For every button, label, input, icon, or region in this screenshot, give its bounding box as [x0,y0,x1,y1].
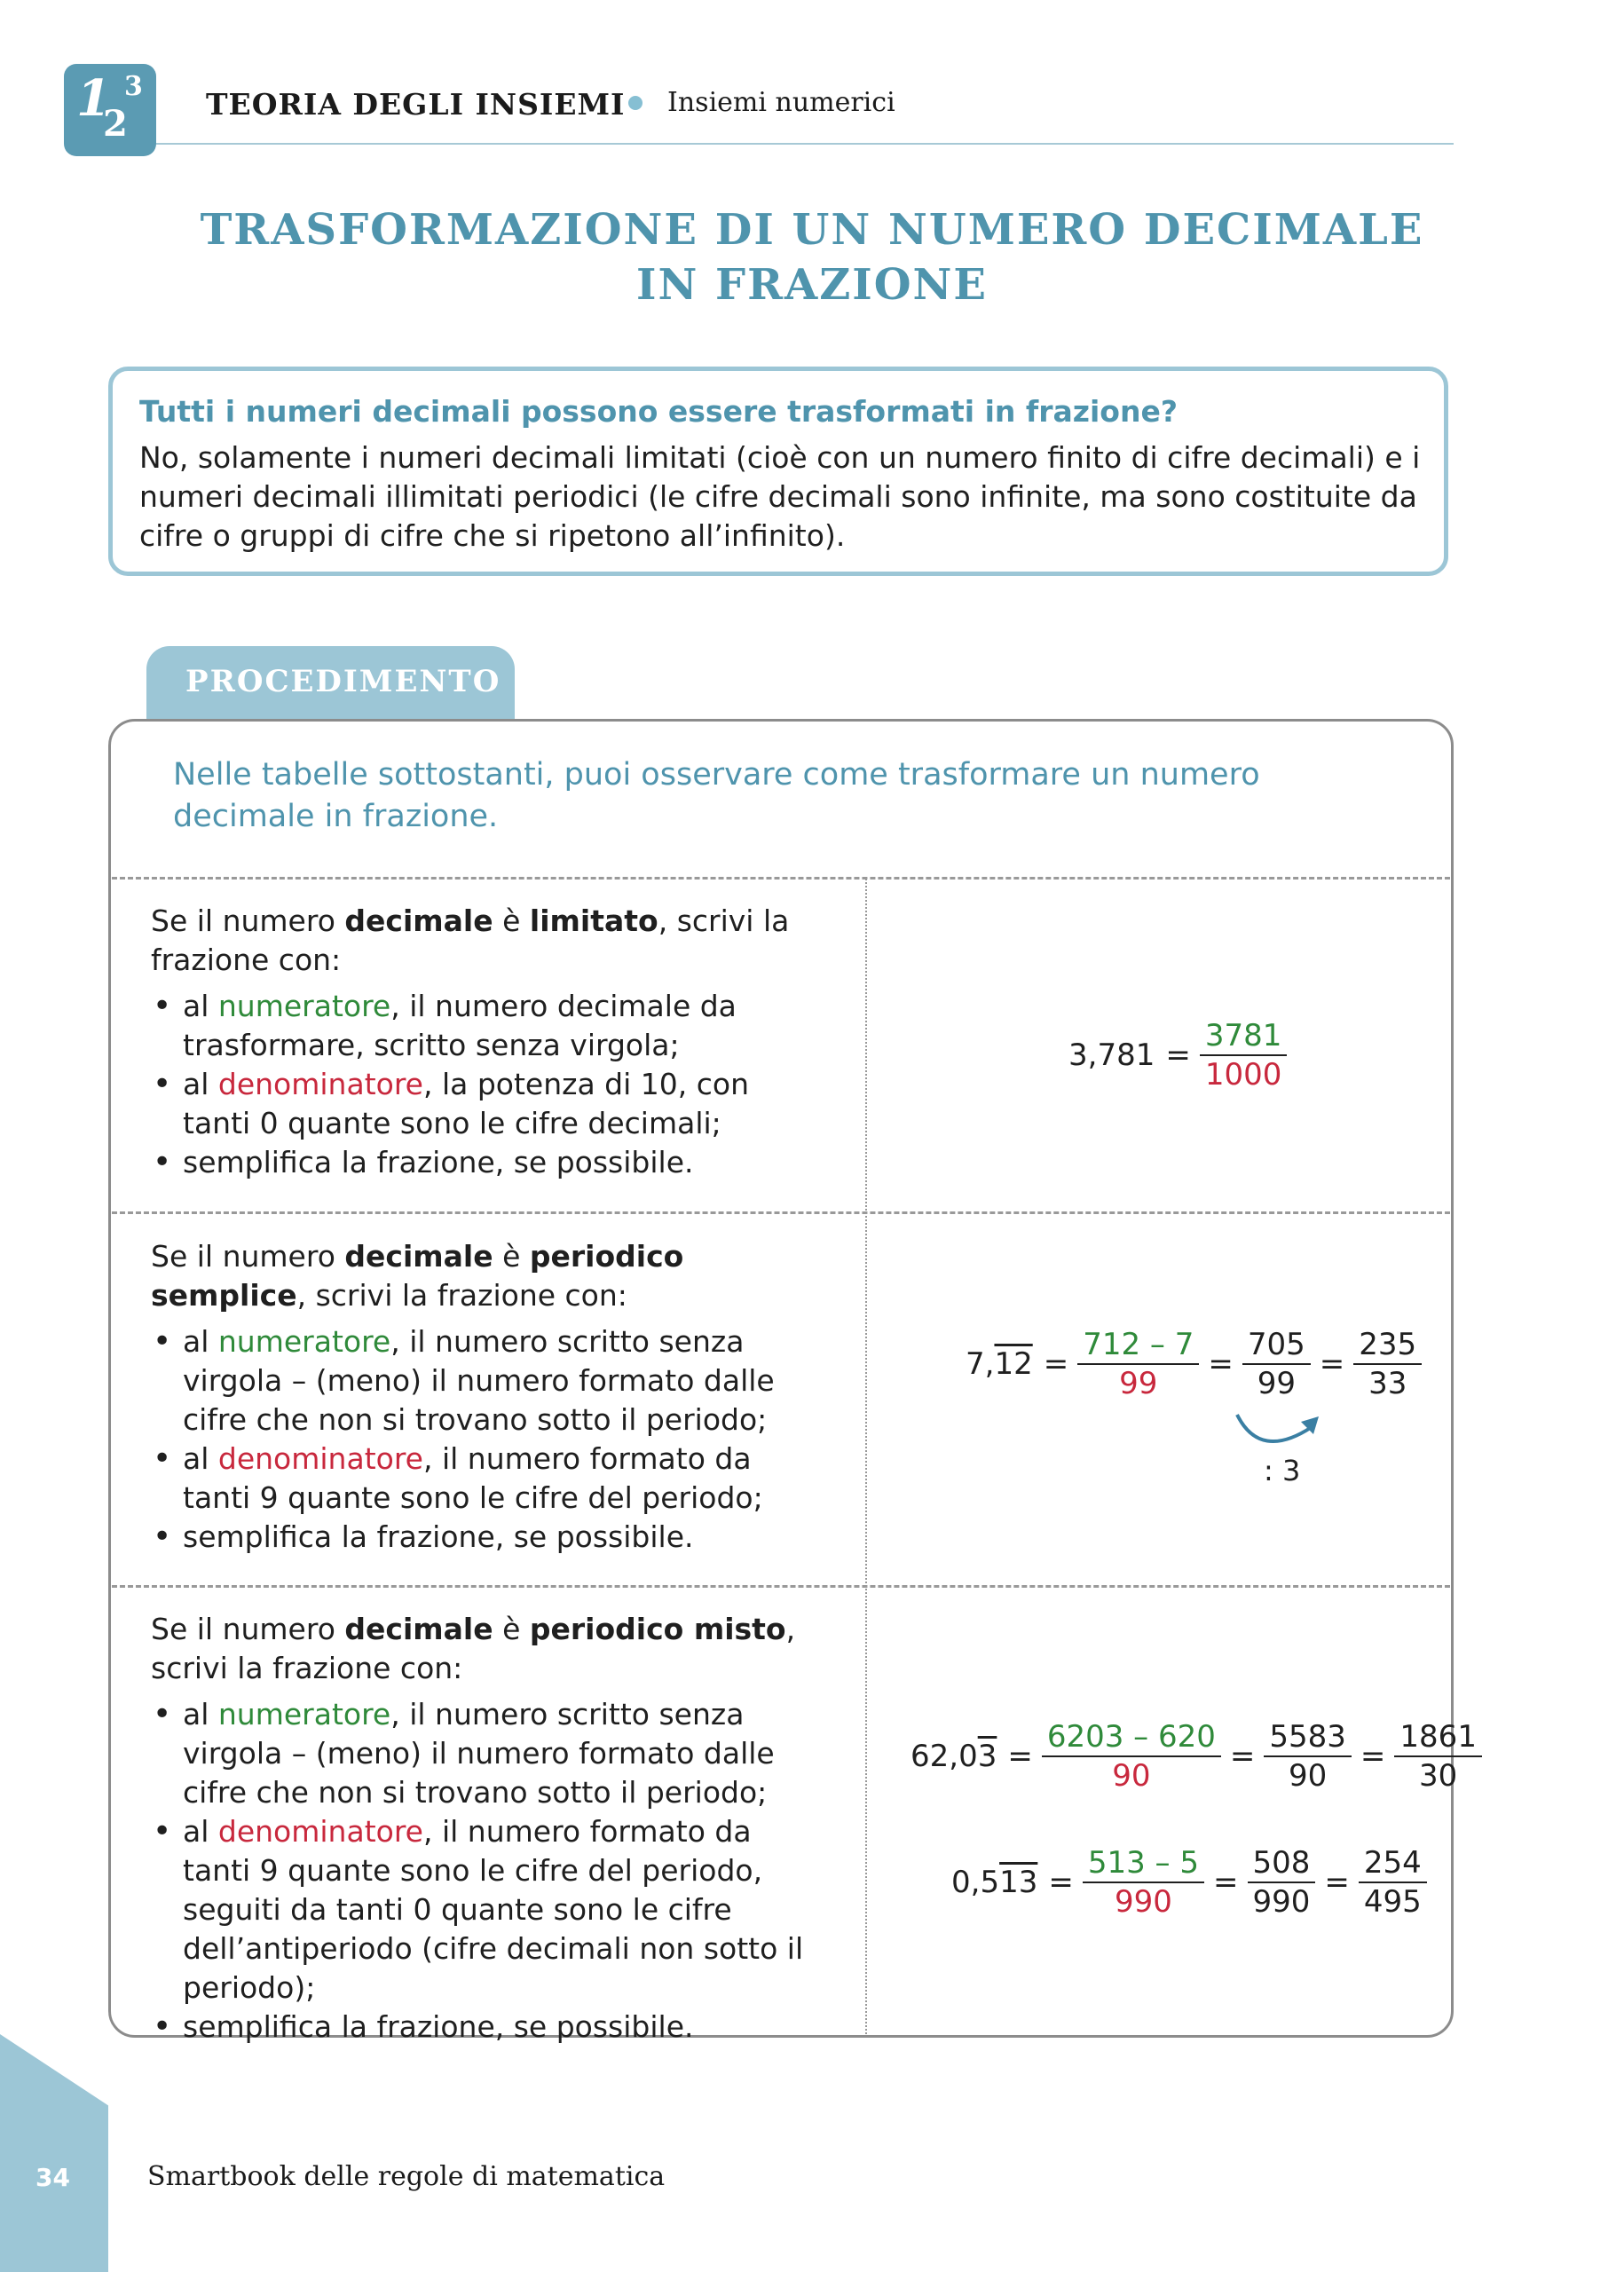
procedure-tab [146,646,515,722]
list-item: • al numeratore, il numero scritto senza virgola – (meno) il numero formato dalle cifre che non si trovano sotto il periodo; [151,1322,825,1440]
logo-digit-3: 3 [124,71,143,102]
row-divider [112,1211,1450,1214]
logo-digit-1: 1 [76,69,111,128]
rule-lead: Se il numero decimale è periodico semplice, scrivi la frazione con: [151,1239,684,1313]
list-item: • al denominatore, il numero formato da tanti 9 quante sono le cifre del periodo; [151,1440,825,1518]
row-divider [112,877,1450,880]
page-title-line-2: IN FRAZIONE [635,260,988,310]
chapter-logo [64,64,156,156]
page-title [0,202,1624,312]
section-title: TEORIA DEGLI INSIEMI [206,87,626,122]
rule-periodic-simple [151,1237,825,1557]
header-bullet-icon [628,96,643,110]
list-item: • al denominatore, il numero formato da tanti 9 quante sono le cifre del periodo, seguiti da tanti 0 quante sono le cifre dell’antiperiodo (cifre decimali non sotto il periodo); [151,1812,825,2008]
fraction: $\frac{3781}{1000}$ [1196,1019,1291,1092]
list-item: • al numeratore, il numero scritto senza virgola – (meno) il numero formato dalle cifre che non si trovano sotto il periodo; [151,1695,825,1812]
question-text: Tutti i numeri decimali possono essere trasformati in frazione? [139,394,1178,429]
footer-corner-decoration [0,2034,108,2272]
example-periodic-simple: 7,12 = $\frac{712 - 7}{99}$ = $\frac{705}{99}$ = $\frac{235}{33}$ [960,1328,1425,1400]
rule-periodic-mixed [151,1610,825,2047]
rule-lead: Se il numero decimale è periodico misto, scrivi la frazione con: [151,1612,796,1685]
rule-limited [151,902,825,1182]
fraction: $\frac{705}{99}$ [1239,1328,1314,1400]
answer-text: No, solamente i numeri decimali limitati (cioè con un numero finito di cifre decimali) e i numeri decimali illimitati periodici (le cifre decimali sono infinite, ma sono costituite da cifre o gruppi di cifre che si ripetono all’infinito). [139,440,1421,553]
list-item: • al numeratore, il numero decimale da trasformare, scritto senza virgola; [151,987,825,1065]
page-title-line-1: TRASFORMAZIONE DI UN NUMERO DECIMALE [200,205,1424,255]
question-box [108,367,1448,576]
page-number: 34 [35,2163,70,2192]
column-divider [865,879,867,2034]
example-limited: 3,781 = $\frac{3781}{1000}$ [1063,1019,1290,1092]
fraction: $\frac{235}{33}$ [1350,1328,1425,1400]
fraction: $\frac{5583}{90}$ [1260,1720,1355,1793]
procedure-tab-label: PROCEDIMENTO [185,664,501,699]
list-item: • semplifica la frazione, se possibile. [151,1143,825,1182]
example-periodic-mixed-1: 62,03 = $\frac{6203 - 620}{90}$ = $\frac{5583}{90}$ = $\frac{1861}{30}$ [905,1720,1486,1793]
list-item: • al denominatore, la potenza di 10, con tanti 0 quante sono le cifre decimali; [151,1065,825,1143]
simplify-note: : 3 [1264,1454,1301,1487]
simplify-arrow-icon [1225,1408,1331,1461]
list-item: • semplifica la frazione, se possibile. [151,2008,825,2047]
list-item: • semplifica la frazione, se possibile. [151,1518,825,1557]
subsection-title: Insiemi numerici [667,87,895,118]
fraction: $\frac{6203 - 620}{90}$ [1038,1720,1225,1793]
book-title: Smartbook delle regole di matematica [147,2161,666,2192]
example-periodic-mixed-2: 0,513 = $\frac{513 - 5}{990}$ = $\frac{508}{990}$ = $\frac{254}{495}$ [946,1846,1431,1919]
fraction: $\frac{1861}{30}$ [1391,1720,1486,1793]
fraction: $\frac{513 - 5}{990}$ [1079,1846,1208,1919]
fraction: $\frac{712 - 7}{99}$ [1074,1328,1202,1400]
fraction: $\frac{254}{495}$ [1355,1846,1431,1919]
rule-lead: Se il numero decimale è limitato, scrivi la frazione con: [151,903,790,977]
procedure-intro: Nelle tabelle sottostanti, puoi osservare come trasformare un numero decimale in frazione. [173,757,1260,834]
logo-digit-2: 2 [103,103,128,145]
fraction: $\frac{508}{990}$ [1244,1846,1320,1919]
row-divider [112,1585,1450,1588]
header-divider [156,143,1454,145]
